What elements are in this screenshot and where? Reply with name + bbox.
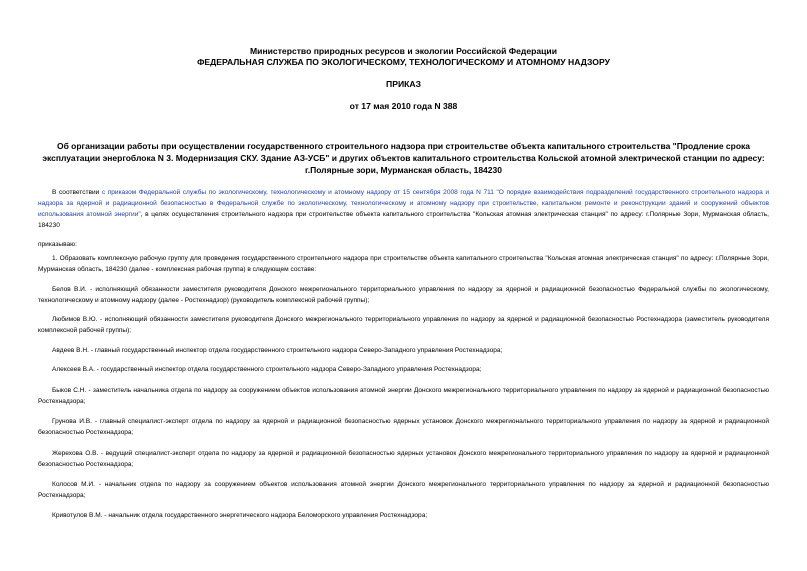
member-item: Быков С.Н. - заместитель начальника отдела по надзору за сооружением объектов использования атомной энергии Донского межрегионального территориального управления по надзору за ядерной и радиационной безопасностью Ростехнадзора; <box>38 387 769 405</box>
member-item: Любимов В.Ю. - исполняющий обязанности заместителя руководителя Донского межрегионального территориального управления по надзору за ядерной и радиационной безопасностью Ростехнадзора (заместитель руководителя комплексной рабочей группы); <box>38 316 769 334</box>
member-item: Колосов М.И. - начальник отдела по надзору за сооружением объектов использования атомной энергии Донского межрегионального территориального управления по надзору за ядерной и радиационной безопасностью Ростехнадзора; <box>38 481 769 499</box>
service-name: ФЕДЕРАЛЬНАЯ СЛУЖБА ПО ЭКОЛОГИЧЕСКОМУ, ТЕХНОЛОГИЧЕСКОМУ И АТОМНОМУ НАДЗОРУ <box>197 57 610 67</box>
member-item: Авдеев В.Н. - главный государственный инспектор отдела государственного строительного надзора Северо-Западного управления Ростехнадзора; <box>52 347 503 354</box>
member-item: Алексеев В.А. - государственный инспектор отдела государственного строительного надзора Северо-Западного управления Ростехнадзора; <box>52 366 482 373</box>
document-date-number: от 17 мая 2010 года N 388 <box>349 101 458 111</box>
ministry-name: Министерство природных ресурсов и экологии Российской Федерации <box>250 46 557 56</box>
member-item: Белов В.И. - исполняющий обязанности заместителя руководителя Донского межрегионального территориального управления по надзору за ядерной и радиационной безопасностью Федеральной службы по экологическому, технологическому и атомному надзору (далее - Ростехнадзор) (руководитель комплексной рабочей группы); <box>38 286 769 304</box>
preamble-suffix: , в целях осуществления строительного надзора при строительстве объекта капитального строительства "Кольская атомная электрическая станция" по адресу: г.Полярные Зори, Мурманская область, 184230 <box>38 210 769 229</box>
member-item: Жерехова О.В. - ведущий специалист-эксперт отдела по надзору за ядерной и радиационной безопасностью ядерных установок Донского межрегионального территориального управления по надзору за ядерной и радиационной безопасностью Ростехнадзора; <box>38 450 769 468</box>
preamble-prefix: В соответствии <box>52 189 102 196</box>
document-title: Об организации работы при осуществлении государственного строительного надзора при строительстве объекта капитального строительства "Продление срока эксплуатации энергоблока N 3. Модернизация СКУ. Здание АЗ-УСБ" и других объектов капитального строительства Кольской атомной электрической станции по адресу: г.Полярные зори, Мурманская область, 184230 <box>42 141 765 175</box>
item-1-paragraph: 1. Образовать комплексную рабочую группу для проведения государственного строительного надзора при строительстве объекта капитального строительства "Кольская атомная электрическая станция" по адресу: г.Полярные Зори, Мурманская область, 184230 (далее - комплексная рабочая группа) в следующем составе: <box>38 255 769 273</box>
member-item: Грунова И.В. - главный специалист-эксперт отдела по надзору за ядерной и радиационной безопасностью ядерных установок Донского межрегионального территориального управления по надзору за ядерной и радиационной безопасностью Ростехнадзора; <box>38 418 769 436</box>
document-type: ПРИКАЗ <box>386 79 421 89</box>
member-item: Кривотулов В.М. - начальник отдела государственного энергетического надзора Беломорского управления Ростехнадзора; <box>52 512 428 519</box>
orders-label: приказываю: <box>38 241 77 248</box>
preamble-paragraph <box>38 188 769 232</box>
order-711-link[interactable]: с приказом Федеральной службы по экологическому, технологическому и атомному надзору от 15 сентября 2008 года N 711 "О порядке взаимодействия подразделений государственного строительного надзора и надзора за ядерной и радиационной безопасностью в Федеральной службе по экологическому, технологическому и атомному надзору при строительстве, капитальном ремонте и реконструкции зданий и сооружений объектов использования атомной энергии" <box>38 189 769 218</box>
